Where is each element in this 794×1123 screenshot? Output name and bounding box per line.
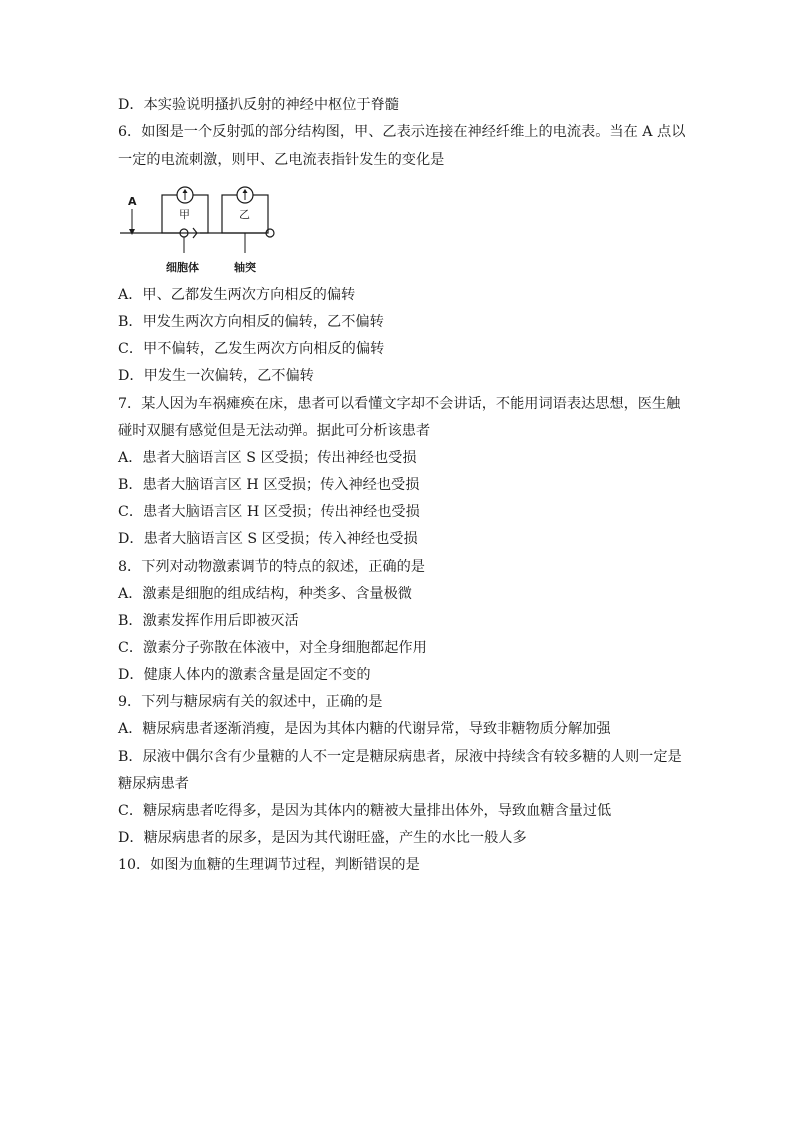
q8-option-c: C．激素分子弥散在体液中，对全身细胞都起作用 <box>118 640 427 656</box>
q7-option-b: B．患者大脑语言区 H 区受损；传入神经也受损 <box>118 477 420 493</box>
q7-option-d: D．患者大脑语言区 S 区受损；传入神经也受损 <box>118 531 418 547</box>
q6-stem-line1: 6．如图是一个反射弧的部分结构图，甲、乙表示连接在神经纤维上的电流表。当在 A 点以 <box>118 124 686 140</box>
q6-option-b: B．甲发生两次方向相反的偏转，乙不偏转 <box>118 314 384 330</box>
q8-stem: 8．下列对动物激素调节的特点的叙述，正确的是 <box>118 559 425 575</box>
point-a-label: A <box>128 195 137 208</box>
cell-body-label: 细胞体 <box>166 261 199 274</box>
q8-option-d: D．健康人体内的激素含量是固定不变的 <box>118 667 371 683</box>
q9-option-d: D．糖尿病患者的尿多，是因为其代谢旺盛，产生的水比一般人多 <box>118 830 527 846</box>
meter-2-label: 乙 <box>239 208 250 221</box>
q9-option-a: A．糖尿病患者逐渐消瘦，是因为其体内糖的代谢异常，导致非糖物质分解加强 <box>118 721 611 737</box>
q8-option-a: A．激素是细胞的组成结构，种类多、含量极微 <box>118 586 412 602</box>
q6-option-d: D．甲发生一次偏转，乙不偏转 <box>118 368 314 384</box>
q7-option-c: C．患者大脑语言区 H 区受损；传出神经也受损 <box>118 504 420 520</box>
meter-1-label: 甲 <box>179 208 190 221</box>
reflex-arc-diagram <box>120 183 320 278</box>
q9-option-b-line2: 糖尿病患者 <box>118 776 189 792</box>
q6-stem-line2: 一定的电流刺激，则甲、乙电流表指针发生的变化是 <box>118 152 445 168</box>
q7-stem-line2: 碰时双腿有感觉但是无法动弹。据此可分析该患者 <box>118 423 431 439</box>
q7-stem-line1: 7．某人因为车祸瘫痪在床，患者可以看懂文字却不会讲话，不能用词语表达思想，医生触 <box>118 396 681 412</box>
q9-option-c: C．糖尿病患者吃得多，是因为其体内的糖被大量排出体外，导致血糖含量过低 <box>118 803 612 819</box>
q8-option-b: B．激素发挥作用后即被灭活 <box>118 613 299 629</box>
stimulus-arrow-head <box>129 229 135 235</box>
q6-option-c: C．甲不偏转，乙发生两次方向相反的偏转 <box>118 341 385 357</box>
q9-stem: 9．下列与糖尿病有关的叙述中，正确的是 <box>118 694 383 710</box>
q7-option-a: A．患者大脑语言区 S 区受损；传出神经也受损 <box>118 450 417 466</box>
q9-option-b-line1: B．尿液中偶尔含有少量糖的人不一定是糖尿病患者，尿液中持续含有较多糖的人则一定是 <box>118 749 682 765</box>
q6-option-a: A．甲、乙都发生两次方向相反的偏转 <box>118 287 356 303</box>
q10-stem: 10．如图为血糖的生理调节过程，判断错误的是 <box>118 857 420 873</box>
axon-label: 轴突 <box>234 261 256 274</box>
q5-option-d: D．本实验说明搔扒反射的神经中枢位于脊髓 <box>118 97 399 113</box>
